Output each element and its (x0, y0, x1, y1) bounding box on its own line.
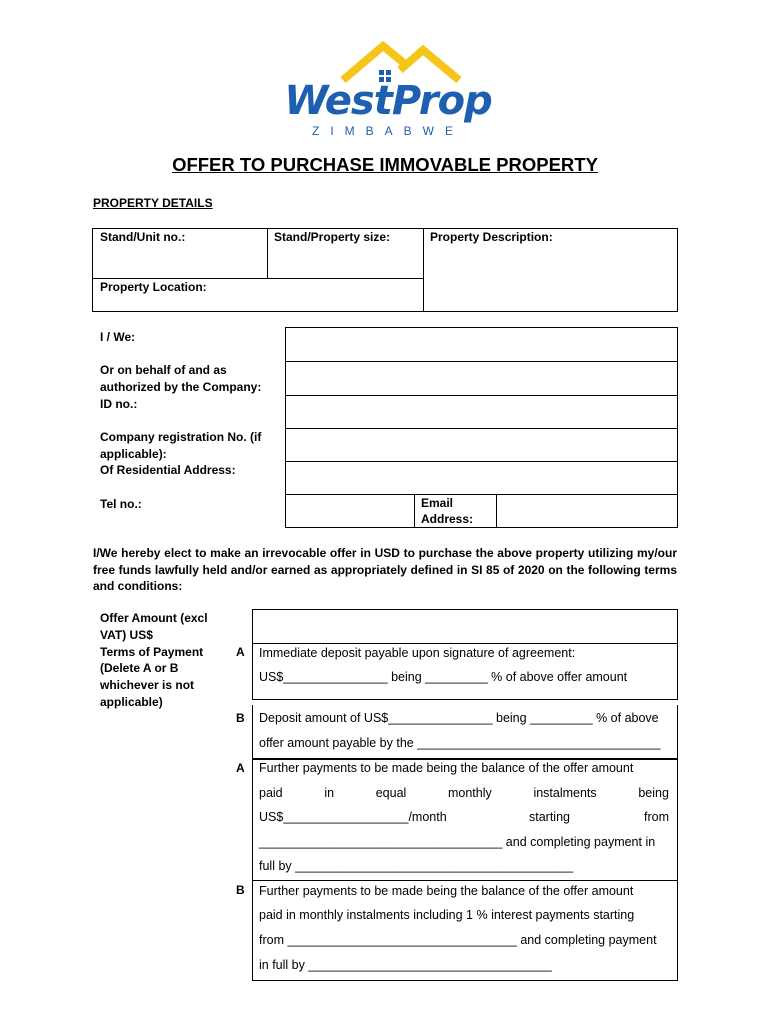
further-a-line2 (259, 785, 669, 801)
terms-of-payment-label: Terms of Payment (100, 645, 204, 659)
company-reg-label: Company registration No. (if applicable): (100, 430, 262, 461)
property-size-label: Stand/Property size: (274, 230, 391, 244)
further-a-word: paid (259, 786, 283, 800)
further-a-starting: starting (529, 810, 570, 824)
deposit-a-line2: US$_______________ being _________ % of above offer amount (259, 670, 628, 684)
further-a-word: instalments (533, 786, 597, 800)
further-option-a-letter: A (236, 761, 245, 775)
further-option-b-letter: B (236, 883, 245, 897)
further-a-monthly-amount: US$__________________/month (259, 810, 447, 824)
further-b-line3: from _________________________________ and completing payment (259, 933, 657, 947)
property-description-label: Property Description: (430, 230, 553, 244)
residential-address-field[interactable] (285, 461, 678, 495)
further-a-line5: full by ________________________________________ (259, 859, 574, 873)
deposit-b-line1: Deposit amount of US$_______________ being _________ % of above (259, 711, 659, 725)
company-field[interactable] (285, 361, 678, 396)
deposit-option-a-letter: A (236, 645, 245, 659)
property-location-label: Property Location: (100, 280, 207, 294)
further-a-word: equal (375, 786, 407, 800)
deposit-option-b-letter: B (236, 711, 245, 725)
declaration-text: I/We hereby elect to make an irrevocable offer in USD to purchase the above property utilizing my/our free funds lawfully held and/or earned as appropriately defined in SI 85 of 2020 on the following terms and conditions: (93, 546, 677, 593)
company-reg-field[interactable] (285, 428, 678, 462)
email-field[interactable] (496, 494, 678, 528)
further-a-from: from (644, 810, 669, 824)
page-title: OFFER TO PURCHASE IMMOVABLE PROPERTY (172, 154, 598, 175)
logo (255, 40, 515, 140)
further-a-word: in (324, 786, 335, 800)
logo-country: ZIMBABWE (311, 124, 464, 138)
id-no-field[interactable] (285, 395, 678, 429)
further-a-word: being (638, 786, 669, 800)
further-b-line4: in full by ___________________________________ (259, 958, 552, 972)
logo-wordmark: WestProp (284, 78, 492, 124)
delete-note: (Delete A or B whichever is not applicable) (100, 661, 195, 709)
email-label: Email Address: (421, 496, 474, 526)
further-a-line4: ___________________________________ and completing payment in (259, 835, 656, 849)
behalf-label: Or on behalf of and as authorized by the Company: (100, 363, 262, 394)
residential-address-label: Of Residential Address: (100, 463, 236, 477)
further-a-word: monthly (447, 786, 492, 800)
deposit-b-line2: offer amount payable by the ___________________________________ (259, 736, 661, 750)
further-b-line1: Further payments to be made being the balance of the offer amount (259, 884, 634, 898)
id-no-label: ID no.: (100, 397, 138, 411)
tel-no-field[interactable] (285, 494, 415, 528)
tel-no-label: Tel no.: (100, 497, 142, 511)
offer-amount-label: Offer Amount (excl VAT) US$ (100, 611, 208, 642)
stand-no-label: Stand/Unit no.: (100, 230, 186, 244)
offer-amount-field[interactable] (252, 609, 678, 644)
section-heading-property: PROPERTY DETAILS (93, 196, 213, 210)
iwe-field[interactable] (285, 327, 678, 362)
further-a-line1: Further payments to be made being the balance of the offer amount (259, 761, 634, 775)
deposit-a-line1: Immediate deposit payable upon signature of agreement: (259, 646, 576, 660)
iwe-label: I / We: (100, 330, 136, 344)
further-b-line2: paid in monthly instalments including 1 % interest payments starting (259, 908, 635, 922)
